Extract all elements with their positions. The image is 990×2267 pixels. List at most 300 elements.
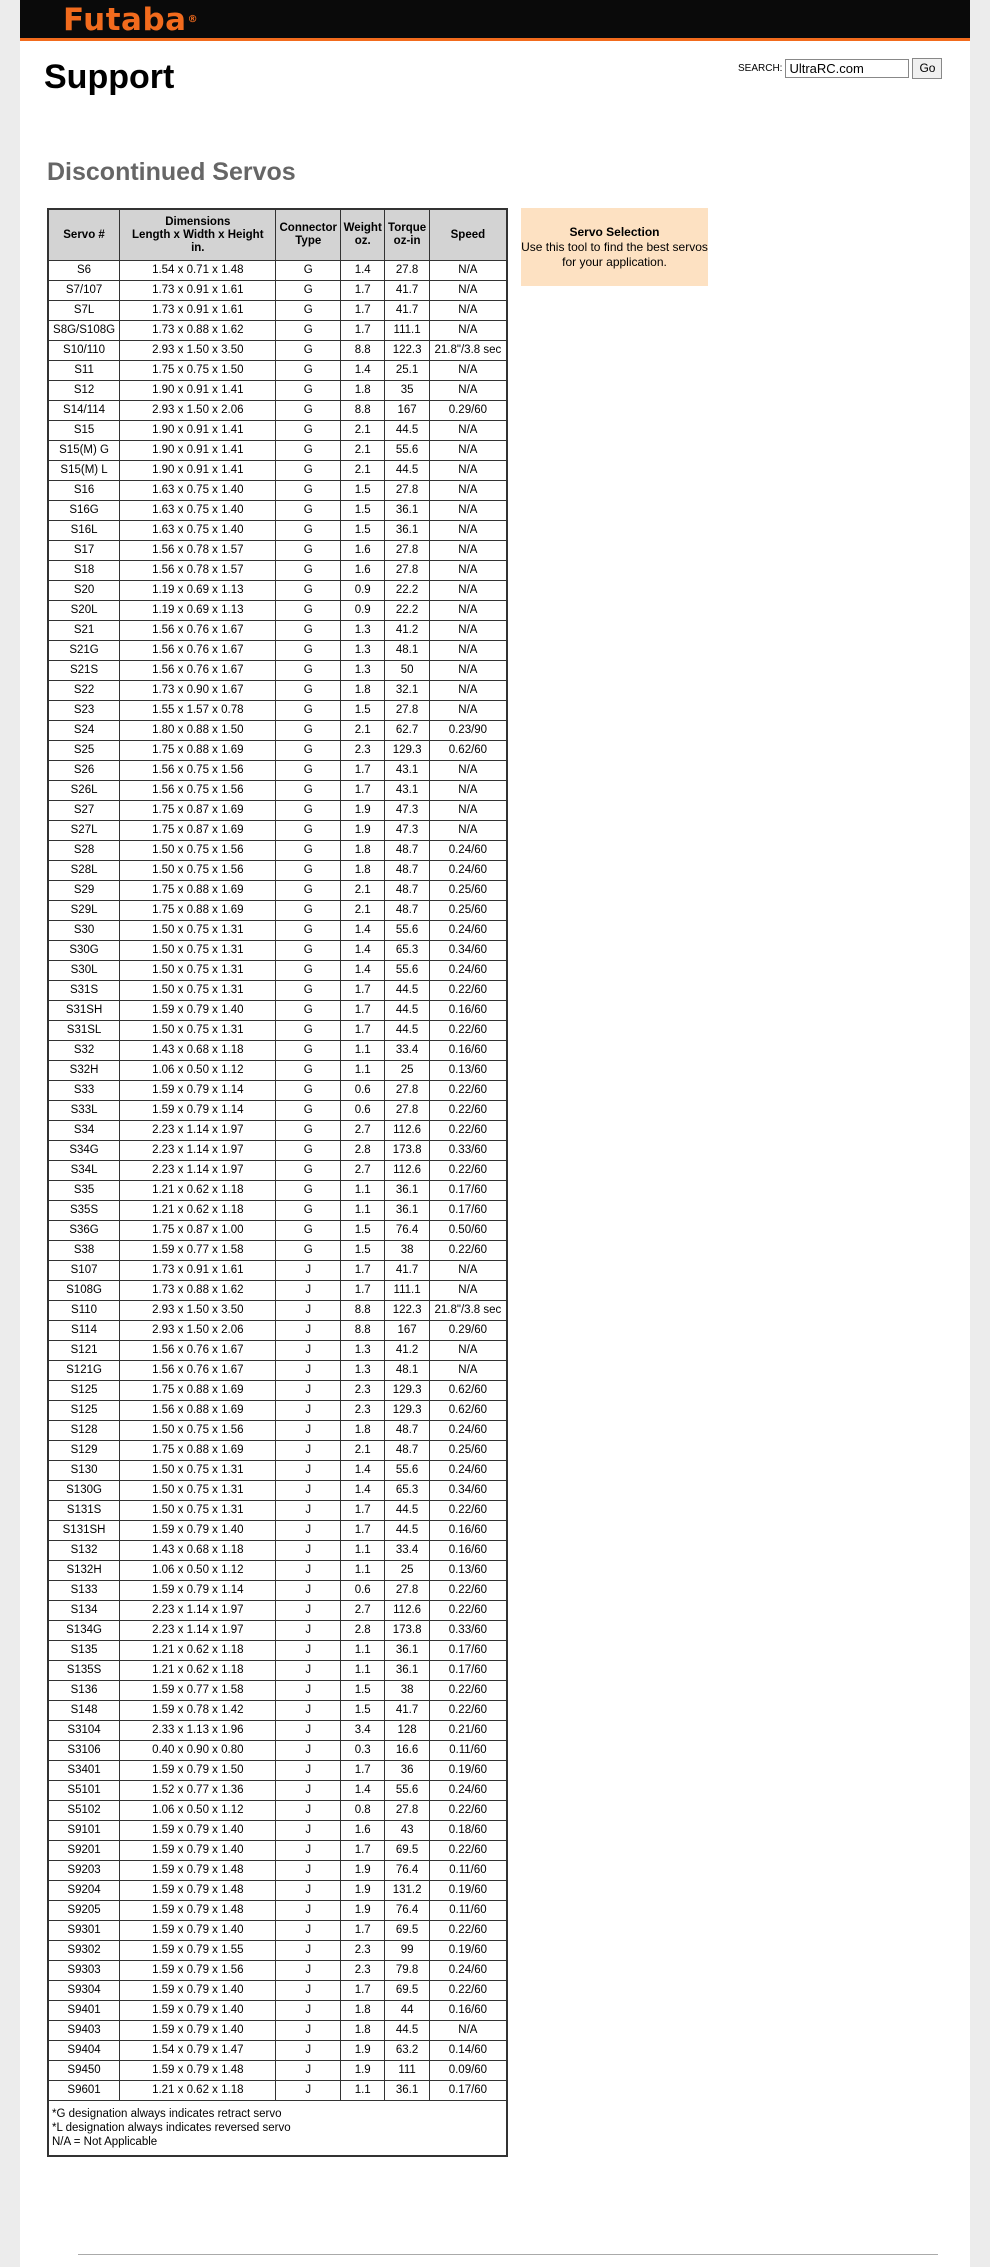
table-row (48, 1661, 507, 1681)
table-row (48, 321, 507, 341)
cell-speed: N/A (429, 481, 507, 501)
cell-torque: 27.8 (385, 261, 429, 281)
cell-weight: 1.4 (341, 1781, 385, 1801)
search-go-button[interactable]: Go (912, 58, 942, 79)
cell-weight: 0.8 (341, 1801, 385, 1821)
cell-dimensions: 1.43 x 0.68 x 1.18 (120, 1541, 276, 1561)
cell-torque: 65.3 (385, 1481, 429, 1501)
servo-selection-title[interactable]: Servo Selection (569, 224, 660, 239)
cell-weight: 1.8 (341, 381, 385, 401)
cell-dimensions: 1.59 x 0.79 x 1.40 (120, 1001, 276, 1021)
cell-dimensions: 1.50 x 0.75 x 1.56 (120, 1421, 276, 1441)
cell-connector: J (276, 1361, 341, 1381)
cell-dimensions: 2.23 x 1.14 x 1.97 (120, 1601, 276, 1621)
cell-weight: 1.4 (341, 961, 385, 981)
header-connector: Connector Type (276, 209, 341, 261)
cell-speed: 0.16/60 (429, 1001, 507, 1021)
cell-servo: S128 (48, 1421, 120, 1441)
cell-connector: G (276, 281, 341, 301)
table-row (48, 681, 507, 701)
cell-speed: N/A (429, 821, 507, 841)
cell-weight: 2.7 (341, 1601, 385, 1621)
cell-weight: 1.1 (341, 1641, 385, 1661)
table-row (48, 541, 507, 561)
cell-torque: 33.4 (385, 1541, 429, 1561)
table-row (48, 941, 507, 961)
cell-dimensions: 2.33 x 1.13 x 1.96 (120, 1721, 276, 1741)
header-torque: Torque oz-in (385, 209, 429, 261)
cell-dimensions: 1.56 x 0.76 x 1.67 (120, 1341, 276, 1361)
cell-dimensions: 1.59 x 0.79 x 1.40 (120, 1921, 276, 1941)
cell-weight: 2.3 (341, 1941, 385, 1961)
cell-dimensions: 1.59 x 0.79 x 1.14 (120, 1101, 276, 1121)
cell-servo: S35 (48, 1181, 120, 1201)
cell-torque: 79.8 (385, 1961, 429, 1981)
cell-weight: 1.9 (341, 1861, 385, 1881)
cell-servo: S9304 (48, 1981, 120, 2001)
cell-servo: S6 (48, 261, 120, 281)
cell-torque: 43.1 (385, 781, 429, 801)
cell-torque: 111 (385, 2061, 429, 2081)
cell-weight: 1.9 (341, 821, 385, 841)
cell-dimensions: 1.19 x 0.69 x 1.13 (120, 601, 276, 621)
cell-weight: 1.3 (341, 621, 385, 641)
cell-speed: 0.29/60 (429, 401, 507, 421)
cell-connector: G (276, 1061, 341, 1081)
cell-servo: S16G (48, 501, 120, 521)
cell-dimensions: 1.21 x 0.62 x 1.18 (120, 1201, 276, 1221)
section-title: Discontinued Servos (47, 158, 296, 186)
cell-connector: G (276, 801, 341, 821)
cell-torque: 27.8 (385, 481, 429, 501)
table-row (48, 441, 507, 461)
cell-speed: 0.17/60 (429, 1181, 507, 1201)
table-row (48, 1021, 507, 1041)
table-notes (48, 2101, 507, 2157)
table-row (48, 2021, 507, 2041)
cell-servo: S26L (48, 781, 120, 801)
cell-dimensions: 1.63 x 0.75 x 1.40 (120, 481, 276, 501)
cell-weight: 2.3 (341, 1401, 385, 1421)
cell-dimensions: 1.50 x 0.75 x 1.56 (120, 861, 276, 881)
cell-torque: 63.2 (385, 2041, 429, 2061)
cell-servo: S131SH (48, 1521, 120, 1541)
cell-weight: 2.1 (341, 881, 385, 901)
cell-servo: S25 (48, 741, 120, 761)
table-row (48, 1481, 507, 1501)
table-row (48, 1181, 507, 1201)
cell-servo: S10/110 (48, 341, 120, 361)
cell-weight: 1.5 (341, 481, 385, 501)
cell-servo: S32 (48, 1041, 120, 1061)
cell-dimensions: 1.75 x 0.88 x 1.69 (120, 901, 276, 921)
cell-servo: S24 (48, 721, 120, 741)
cell-dimensions: 2.23 x 1.14 x 1.97 (120, 1621, 276, 1641)
cell-torque: 129.3 (385, 1381, 429, 1401)
cell-servo: S108G (48, 1281, 120, 1301)
table-row (48, 1441, 507, 1461)
cell-weight: 1.5 (341, 1221, 385, 1241)
cell-connector: G (276, 841, 341, 861)
cell-dimensions: 1.06 x 0.50 x 1.12 (120, 1061, 276, 1081)
cell-servo: S17 (48, 541, 120, 561)
cell-connector: G (276, 681, 341, 701)
cell-connector: J (276, 1681, 341, 1701)
cell-connector: G (276, 1181, 341, 1201)
cell-torque: 36.1 (385, 1641, 429, 1661)
cell-torque: 33.4 (385, 1041, 429, 1061)
cell-dimensions: 1.59 x 0.79 x 1.40 (120, 1981, 276, 2001)
table-row (48, 1761, 507, 1781)
cell-connector: G (276, 1221, 341, 1241)
cell-weight: 1.9 (341, 2061, 385, 2081)
cell-torque: 122.3 (385, 1301, 429, 1321)
cell-speed: 0.50/60 (429, 1221, 507, 1241)
cell-dimensions: 1.06 x 0.50 x 1.12 (120, 1801, 276, 1821)
table-row (48, 721, 507, 741)
cell-speed: 0.24/60 (429, 921, 507, 941)
cell-torque: 27.8 (385, 1081, 429, 1101)
cell-weight: 1.5 (341, 1681, 385, 1701)
cell-weight: 3.4 (341, 1721, 385, 1741)
servo-selection-text: Use this tool to find the best servos for your application. (521, 239, 708, 269)
cell-servo: S130 (48, 1461, 120, 1481)
table-row (48, 1881, 507, 1901)
cell-dimensions: 1.59 x 0.77 x 1.58 (120, 1241, 276, 1261)
cell-speed: 0.22/60 (429, 981, 507, 1001)
cell-speed: N/A (429, 281, 507, 301)
cell-connector: G (276, 1141, 341, 1161)
header-servo: Servo # (48, 209, 120, 261)
cell-weight: 1.7 (341, 1981, 385, 2001)
cell-weight: 2.7 (341, 1121, 385, 1141)
cell-torque: 36.1 (385, 2081, 429, 2101)
cell-connector: J (276, 2041, 341, 2061)
cell-speed: 0.18/60 (429, 1821, 507, 1841)
cell-weight: 1.7 (341, 1001, 385, 1021)
cell-dimensions: 1.50 x 0.75 x 1.31 (120, 941, 276, 961)
header-dimensions: Dimensions Length x Width x Height in. (120, 209, 276, 261)
cell-connector: G (276, 981, 341, 1001)
cell-connector: J (276, 1561, 341, 1581)
table-row (48, 1821, 507, 1841)
cell-connector: J (276, 1261, 341, 1281)
cell-weight: 1.7 (341, 1841, 385, 1861)
cell-servo: S38 (48, 1241, 120, 1261)
cell-dimensions: 1.59 x 0.79 x 1.14 (120, 1581, 276, 1601)
cell-connector: J (276, 1881, 341, 1901)
cell-torque: 16.6 (385, 1741, 429, 1761)
cell-torque: 35 (385, 381, 429, 401)
servo-selection-box[interactable] (521, 208, 708, 286)
page-container (20, 0, 970, 2267)
cell-servo: S30 (48, 921, 120, 941)
table-row (48, 1361, 507, 1381)
cell-torque: 55.6 (385, 441, 429, 461)
cell-speed: N/A (429, 621, 507, 641)
cell-torque: 25.1 (385, 361, 429, 381)
cell-dimensions: 2.23 x 1.14 x 1.97 (120, 1141, 276, 1161)
cell-servo: S20 (48, 581, 120, 601)
cell-weight: 1.7 (341, 1501, 385, 1521)
cell-servo: S114 (48, 1321, 120, 1341)
cell-dimensions: 1.75 x 0.88 x 1.69 (120, 741, 276, 761)
cell-servo: S23 (48, 701, 120, 721)
cell-weight: 0.6 (341, 1581, 385, 1601)
cell-connector: G (276, 461, 341, 481)
table-row (48, 421, 507, 441)
cell-torque: 44.5 (385, 1501, 429, 1521)
cell-weight: 2.1 (341, 901, 385, 921)
header-speed: Speed (429, 209, 507, 261)
cell-weight: 0.9 (341, 581, 385, 601)
table-row (48, 1521, 507, 1541)
table-row (48, 301, 507, 321)
cell-torque: 48.7 (385, 1421, 429, 1441)
cell-servo: S14/114 (48, 401, 120, 421)
cell-servo: S129 (48, 1441, 120, 1461)
table-row (48, 621, 507, 641)
cell-dimensions: 1.75 x 0.87 x 1.69 (120, 801, 276, 821)
cell-weight: 1.5 (341, 1241, 385, 1261)
cell-torque: 44 (385, 2001, 429, 2021)
cell-dimensions: 1.80 x 0.88 x 1.50 (120, 721, 276, 741)
cell-weight: 1.9 (341, 1901, 385, 1921)
cell-dimensions: 2.93 x 1.50 x 3.50 (120, 341, 276, 361)
table-row (48, 561, 507, 581)
cell-connector: J (276, 1641, 341, 1661)
cell-speed: 0.21/60 (429, 1721, 507, 1741)
table-row (48, 341, 507, 361)
cell-servo: S9204 (48, 1881, 120, 1901)
cell-torque: 36.1 (385, 1661, 429, 1681)
cell-dimensions: 2.93 x 1.50 x 2.06 (120, 401, 276, 421)
cell-torque: 38 (385, 1241, 429, 1261)
cell-weight: 0.6 (341, 1081, 385, 1101)
cell-servo: S34G (48, 1141, 120, 1161)
cell-servo: S121 (48, 1341, 120, 1361)
table-row (48, 961, 507, 981)
cell-torque: 111.1 (385, 321, 429, 341)
cell-dimensions: 1.63 x 0.75 x 1.40 (120, 501, 276, 521)
cell-speed: 0.33/60 (429, 1141, 507, 1161)
table-row (48, 741, 507, 761)
cell-speed: 0.19/60 (429, 1941, 507, 1961)
cell-dimensions: 2.23 x 1.14 x 1.97 (120, 1161, 276, 1181)
cell-servo: S27L (48, 821, 120, 841)
table-row (48, 661, 507, 681)
cell-weight: 2.8 (341, 1141, 385, 1161)
cell-weight: 1.7 (341, 1761, 385, 1781)
cell-dimensions: 1.54 x 0.71 x 1.48 (120, 261, 276, 281)
cell-dimensions: 1.90 x 0.91 x 1.41 (120, 441, 276, 461)
cell-weight: 1.9 (341, 2041, 385, 2061)
cell-speed: 0.17/60 (429, 2081, 507, 2101)
cell-torque: 112.6 (385, 1161, 429, 1181)
cell-speed: 0.62/60 (429, 1401, 507, 1421)
cell-connector: J (276, 1581, 341, 1601)
cell-connector: G (276, 541, 341, 561)
cell-connector: G (276, 601, 341, 621)
search-input[interactable] (785, 59, 909, 78)
cell-servo: S18 (48, 561, 120, 581)
cell-dimensions: 1.75 x 0.88 x 1.69 (120, 881, 276, 901)
cell-connector: G (276, 441, 341, 461)
cell-connector: J (276, 1401, 341, 1421)
cell-torque: 47.3 (385, 801, 429, 821)
cell-connector: J (276, 1901, 341, 1921)
cell-weight: 1.4 (341, 261, 385, 281)
cell-connector: J (276, 1301, 341, 1321)
cell-dimensions: 1.21 x 0.62 x 1.18 (120, 1641, 276, 1661)
table-header-row (48, 209, 507, 261)
cell-servo: S132H (48, 1561, 120, 1581)
futaba-logo[interactable] (63, 4, 198, 36)
cell-weight: 1.1 (341, 1561, 385, 1581)
cell-weight: 8.8 (341, 401, 385, 421)
cell-dimensions: 1.56 x 0.78 x 1.57 (120, 541, 276, 561)
cell-weight: 1.8 (341, 861, 385, 881)
cell-servo: S7L (48, 301, 120, 321)
cell-speed: N/A (429, 1341, 507, 1361)
table-row (48, 1701, 507, 1721)
note-na: N/A = Not Applicable (52, 2136, 158, 2148)
cell-torque: 36.1 (385, 501, 429, 521)
table-row (48, 481, 507, 501)
cell-dimensions: 1.59 x 0.79 x 1.56 (120, 1961, 276, 1981)
cell-dimensions: 1.73 x 0.90 x 1.67 (120, 681, 276, 701)
cell-connector: G (276, 261, 341, 281)
search-form (738, 57, 942, 79)
search-label: SEARCH: (738, 62, 783, 74)
cell-speed: 0.16/60 (429, 1521, 507, 1541)
cell-dimensions: 1.59 x 0.78 x 1.42 (120, 1701, 276, 1721)
cell-servo: S22 (48, 681, 120, 701)
cell-speed: N/A (429, 381, 507, 401)
cell-connector: G (276, 1081, 341, 1101)
cell-servo: S29L (48, 901, 120, 921)
cell-servo: S15(M) G (48, 441, 120, 461)
cell-dimensions: 1.63 x 0.75 x 1.40 (120, 521, 276, 541)
table-row (48, 1841, 507, 1861)
cell-torque: 112.6 (385, 1601, 429, 1621)
table-row (48, 1041, 507, 1061)
cell-speed: 0.22/60 (429, 1501, 507, 1521)
cell-connector: G (276, 921, 341, 941)
cell-connector: J (276, 2081, 341, 2101)
cell-servo: S134G (48, 1621, 120, 1641)
cell-torque: 27.8 (385, 561, 429, 581)
table-row (48, 1221, 507, 1241)
table-row (48, 1401, 507, 1421)
cell-servo: S148 (48, 1701, 120, 1721)
cell-torque: 43 (385, 1821, 429, 1841)
cell-servo: S9450 (48, 2061, 120, 2081)
cell-speed: 0.17/60 (429, 1661, 507, 1681)
cell-dimensions: 1.56 x 0.75 x 1.56 (120, 761, 276, 781)
cell-servo: S28 (48, 841, 120, 861)
cell-connector: G (276, 301, 341, 321)
cell-connector: J (276, 1461, 341, 1481)
cell-servo: S9101 (48, 1821, 120, 1841)
cell-servo: S28L (48, 861, 120, 881)
footer-divider (78, 2254, 938, 2255)
cell-weight: 1.3 (341, 641, 385, 661)
logo-text: Futaba (63, 2, 187, 38)
cell-torque: 129.3 (385, 1401, 429, 1421)
cell-speed: N/A (429, 641, 507, 661)
cell-speed: N/A (429, 461, 507, 481)
cell-weight: 1.7 (341, 301, 385, 321)
cell-dimensions: 1.56 x 0.76 x 1.67 (120, 621, 276, 641)
cell-dimensions: 1.59 x 0.79 x 1.48 (120, 1861, 276, 1881)
cell-torque: 27.8 (385, 701, 429, 721)
cell-connector: J (276, 1341, 341, 1361)
cell-speed: 0.25/60 (429, 901, 507, 921)
cell-dimensions: 1.59 x 0.79 x 1.40 (120, 2021, 276, 2041)
cell-speed: 0.24/60 (429, 1961, 507, 1981)
table-row (48, 1301, 507, 1321)
cell-speed: N/A (429, 441, 507, 461)
cell-servo: S30L (48, 961, 120, 981)
cell-dimensions: 1.73 x 0.88 x 1.62 (120, 321, 276, 341)
cell-speed: 0.19/60 (429, 1761, 507, 1781)
cell-dimensions: 1.43 x 0.68 x 1.18 (120, 1041, 276, 1061)
cell-torque: 48.1 (385, 641, 429, 661)
cell-servo: S29 (48, 881, 120, 901)
cell-torque: 48.7 (385, 901, 429, 921)
cell-dimensions: 2.93 x 1.50 x 3.50 (120, 1301, 276, 1321)
cell-torque: 44.5 (385, 1021, 429, 1041)
cell-speed: 0.17/60 (429, 1201, 507, 1221)
cell-weight: 1.4 (341, 941, 385, 961)
cell-speed: 0.23/90 (429, 721, 507, 741)
cell-servo: S9303 (48, 1961, 120, 1981)
cell-torque: 50 (385, 661, 429, 681)
cell-connector: J (276, 1421, 341, 1441)
cell-torque: 43.1 (385, 761, 429, 781)
cell-torque: 111.1 (385, 1281, 429, 1301)
page-title: Support (44, 58, 175, 96)
cell-weight: 1.1 (341, 1041, 385, 1061)
cell-servo: S27 (48, 801, 120, 821)
cell-speed: 0.25/60 (429, 881, 507, 901)
cell-connector: G (276, 1121, 341, 1141)
cell-speed: 0.24/60 (429, 1781, 507, 1801)
cell-dimensions: 1.73 x 0.91 x 1.61 (120, 281, 276, 301)
cell-servo: S15 (48, 421, 120, 441)
cell-weight: 8.8 (341, 341, 385, 361)
notes-row (48, 2101, 507, 2157)
table-row (48, 601, 507, 621)
cell-dimensions: 1.06 x 0.50 x 1.12 (120, 1561, 276, 1581)
cell-connector: G (276, 561, 341, 581)
cell-dimensions: 1.75 x 0.88 x 1.69 (120, 1381, 276, 1401)
cell-speed: 0.62/60 (429, 741, 507, 761)
table-row (48, 881, 507, 901)
table-body (48, 261, 507, 2101)
cell-dimensions: 1.21 x 0.62 x 1.18 (120, 2081, 276, 2101)
cell-servo: S8G/S108G (48, 321, 120, 341)
cell-weight: 1.7 (341, 1281, 385, 1301)
cell-speed: N/A (429, 2021, 507, 2041)
table-row (48, 781, 507, 801)
table-row (48, 1541, 507, 1561)
cell-connector: J (276, 1381, 341, 1401)
table-row (48, 381, 507, 401)
cell-connector: G (276, 1041, 341, 1061)
cell-servo: S7/107 (48, 281, 120, 301)
